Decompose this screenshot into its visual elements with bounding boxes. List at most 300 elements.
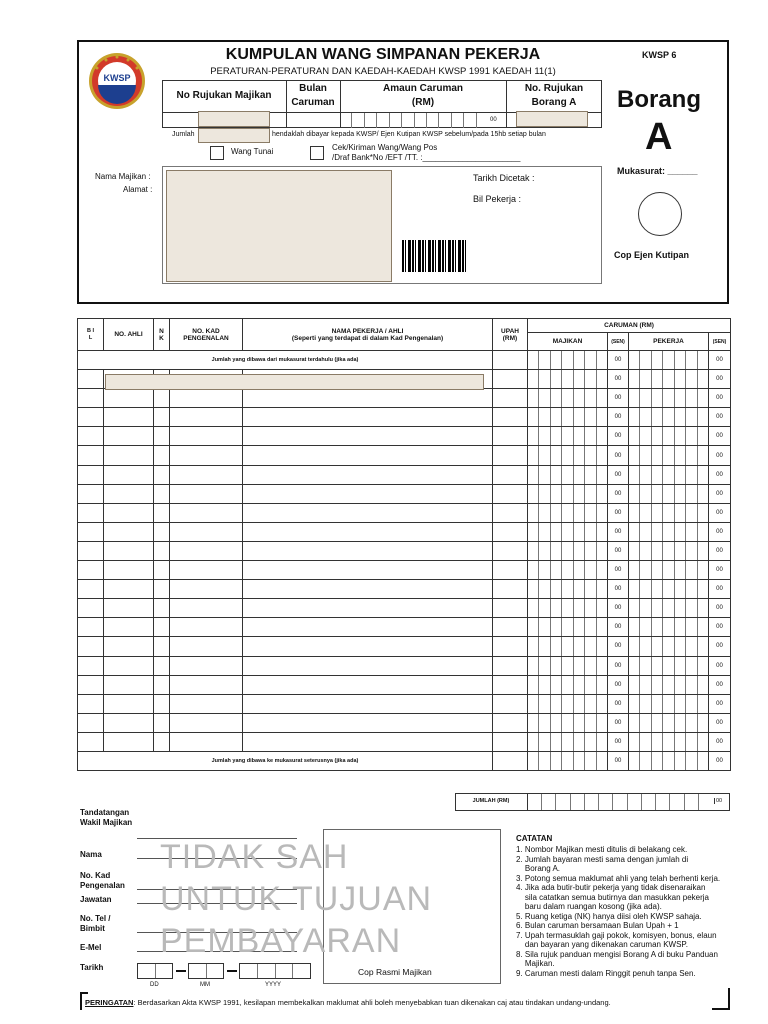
ref-col-borang-1: No. Rujukan: [524, 83, 584, 94]
cell-no-ahli[interactable]: [104, 599, 154, 618]
peringatan: [85, 998, 611, 1007]
cell-upah[interactable]: [493, 446, 528, 465]
cell-bil[interactable]: [78, 580, 104, 599]
th-nama-1: NAMA PEKERJA / AHLI: [331, 327, 404, 335]
cell-majikan-sen: 00: [608, 522, 629, 541]
cell-pekerja-sen: 00: [709, 656, 731, 675]
cell-nk: [154, 389, 170, 408]
cell-nk: [154, 637, 170, 656]
cell-pekerja[interactable]: [629, 599, 709, 618]
cell-nk: [154, 713, 170, 732]
cell-nk: [154, 656, 170, 675]
cell-majikan[interactable]: [528, 370, 608, 389]
cell-majikan[interactable]: [528, 637, 608, 656]
jumlah-prefix: Jumlah: [172, 131, 195, 138]
cell-bil[interactable]: [78, 541, 104, 560]
cell-bil[interactable]: [78, 484, 104, 503]
cell-pekerja[interactable]: [629, 408, 709, 427]
cell-no-kad[interactable]: [170, 618, 243, 637]
tandatangan-label-1: Tandatangan: [80, 808, 130, 817]
cell-no-kad[interactable]: [170, 732, 243, 751]
cell-upah[interactable]: [493, 618, 528, 637]
cell-upah[interactable]: [493, 732, 528, 751]
cell-nama[interactable]: [243, 675, 493, 694]
cell-nk: [154, 408, 170, 427]
cell-majikan[interactable]: [528, 618, 608, 637]
cell-upah[interactable]: [493, 427, 528, 446]
cell-majikan[interactable]: [528, 522, 608, 541]
cell-upah[interactable]: [493, 503, 528, 522]
cell-pekerja[interactable]: [629, 389, 709, 408]
logo-text: KWSP: [103, 73, 131, 83]
catatan-item: 3. Potong semua maklumat ahli yang telah berhenti kerja.: [516, 873, 721, 883]
cell-majikan-sen: 00: [608, 637, 629, 656]
cell-upah[interactable]: [493, 656, 528, 675]
cell-upah[interactable]: [493, 561, 528, 580]
cell-nama[interactable]: [243, 503, 493, 522]
catatan-item: 2. Jumlah bayaran mesti sama dengan jumlah di: [516, 854, 689, 864]
cell-no-ahli[interactable]: [104, 446, 154, 465]
ref-col-bulan-1: Bulan: [299, 83, 327, 94]
cell-nama[interactable]: [243, 427, 493, 446]
carry-out-label: Jumlah yang dibawa ke mukasurat seterusnya (jika ada): [78, 751, 493, 770]
cell-majikan-sen: 00: [608, 599, 629, 618]
cell-majikan[interactable]: [528, 694, 608, 713]
cell-bil[interactable]: [78, 561, 104, 580]
catatan-item: 6. Bulan caruman bersamaan Bulan Upah + 1: [516, 921, 679, 930]
cell-pekerja[interactable]: [629, 713, 709, 732]
form-word: Borang: [617, 86, 701, 113]
watermark-line-3: PEMBAYARAN: [160, 922, 402, 960]
carry-in-label: Jumlah yang dibawa dari mukasurat terdahulu (jika ada): [78, 351, 493, 370]
cell-upah[interactable]: [493, 370, 528, 389]
cell-majikan-sen: 00: [608, 370, 629, 389]
nokad-label-1: No. Kad: [80, 871, 111, 880]
cell-pekerja[interactable]: [629, 370, 709, 389]
peringatan-text: : Berdasarkan Akta KWSP 1991, kesilapan membekalkan maklumat ahli boleh menyebabkan tuan dikenakan caj atau tindakan undang-undang.: [133, 998, 611, 1007]
cell-bil[interactable]: [78, 465, 104, 484]
cell-majikan-sen: 00: [608, 427, 629, 446]
table-row: [78, 618, 731, 637]
cell-pekerja-sen: 00: [709, 599, 731, 618]
catatan-item: Borang A.: [516, 864, 561, 873]
catatan-item: baru dalam ruangan kosong (jika ada).: [516, 902, 662, 911]
alamat-label: Alamat :: [123, 185, 153, 194]
cell-majikan[interactable]: [528, 503, 608, 522]
cop-ejen-circle: [638, 192, 682, 236]
cell-no-ahli[interactable]: [104, 618, 154, 637]
total-sen: 00: [716, 798, 723, 804]
cell-no-ahli[interactable]: [104, 637, 154, 656]
nama-label: Nama: [80, 850, 102, 859]
cell-majikan-sen: 00: [608, 580, 629, 599]
table-row: [78, 484, 731, 503]
th-caruman: CARUMAN (RM): [528, 319, 731, 333]
cell-majikan-sen: 00: [608, 561, 629, 580]
table-row: [78, 446, 731, 465]
th-nk: N K: [154, 319, 170, 351]
table-row: [78, 656, 731, 675]
total-label: JUMLAH (RM): [472, 798, 510, 804]
catatan-item: 1. Nombor Majikan mesti ditulis di belakang cek.: [516, 845, 688, 854]
cell-no-kad[interactable]: [170, 541, 243, 560]
date-yyyy[interactable]: [239, 963, 311, 979]
cell-majikan[interactable]: [528, 427, 608, 446]
table-row: [78, 561, 731, 580]
cell-no-kad[interactable]: [170, 637, 243, 656]
cell-majikan-sen: 00: [608, 618, 629, 637]
cell-nk: [154, 732, 170, 751]
catatan-item: Majikan.: [516, 959, 555, 968]
th-upah-2: (RM): [502, 334, 518, 342]
jumlah-suffix: hendaklah dibayar kepada KWSP/ Ejen Kutipan KWSP sebelum/pada 15hb setiap bulan: [272, 131, 546, 138]
form-code: KWSP 6: [642, 50, 677, 60]
cell-bil[interactable]: [78, 370, 104, 389]
cell-no-kad[interactable]: [170, 522, 243, 541]
catatan-list: [516, 845, 731, 978]
cell-pekerja[interactable]: [629, 694, 709, 713]
th-no-ahli: NO. AHLI: [104, 319, 154, 351]
carry-out-majikan-sen: 00: [608, 751, 629, 770]
cell-nk: [154, 618, 170, 637]
date-mm[interactable]: [188, 963, 224, 979]
cell-nama[interactable]: [243, 732, 493, 751]
mukasurat-label: Mukasurat: ______: [617, 166, 698, 176]
cell-nama[interactable]: [243, 599, 493, 618]
org-title: KUMPULAN WANG SIMPANAN PEKERJA: [225, 46, 541, 63]
cell-no-kad[interactable]: [170, 675, 243, 694]
cell-pekerja-sen: 00: [709, 561, 731, 580]
tarikh-dicetak-label: Tarikh Dicetak :: [473, 173, 535, 183]
cell-pekerja[interactable]: [629, 446, 709, 465]
cell-majikan-sen: 00: [608, 541, 629, 560]
cek-checkbox[interactable]: [310, 146, 324, 160]
table-row: [78, 389, 731, 408]
catatan-item: 4. Jika ada butir-butir pekerja yang tidak disenaraikan: [516, 883, 706, 892]
th-no-kad-2: PENGENALAN: [183, 334, 229, 342]
th-majikan: MAJIKAN: [528, 333, 608, 351]
cell-majikan[interactable]: [528, 541, 608, 560]
cell-nk: [154, 541, 170, 560]
cell-majikan[interactable]: [528, 713, 608, 732]
cell-nama[interactable]: [243, 580, 493, 599]
catatan-item: 8. Sila rujuk panduan mengisi Borang A di buku Panduan: [516, 949, 718, 959]
cell-nama[interactable]: [243, 561, 493, 580]
cell-upah[interactable]: [493, 465, 528, 484]
cell-bil[interactable]: [78, 656, 104, 675]
cell-bil[interactable]: [78, 713, 104, 732]
cell-no-kad[interactable]: [170, 465, 243, 484]
th-majikan-sen: (SEN): [608, 333, 629, 351]
cell-no-kad[interactable]: [170, 713, 243, 732]
cek-label-1: Cek/Kiriman Wang/Wang Pos: [332, 143, 438, 152]
cell-majikan-sen: 00: [608, 694, 629, 713]
form-letter: A: [645, 116, 673, 158]
table-row: [78, 427, 731, 446]
th-pekerja-sen: (SEN): [709, 333, 731, 351]
cell-majikan-sen: 00: [608, 713, 629, 732]
cell-no-ahli[interactable]: [104, 541, 154, 560]
th-nama-2: (Seperti yang terdapat di dalam Kad Pengenalan): [291, 334, 444, 342]
catatan-title: CATATAN: [516, 834, 553, 843]
cell-nama[interactable]: [243, 408, 493, 427]
cell-bil[interactable]: [78, 389, 104, 408]
th-no-kad-1: NO. KAD: [192, 327, 220, 335]
cell-pekerja[interactable]: [629, 561, 709, 580]
cell-bil[interactable]: [78, 408, 104, 427]
cell-upah[interactable]: [493, 408, 528, 427]
cell-no-ahli[interactable]: [104, 389, 154, 408]
cell-pekerja-sen: 00: [709, 446, 731, 465]
cell-majikan[interactable]: [528, 389, 608, 408]
cell-no-ahli[interactable]: [104, 713, 154, 732]
cell-majikan[interactable]: [528, 446, 608, 465]
cell-majikan-sen: 00: [608, 656, 629, 675]
cell-majikan-sen: 00: [608, 484, 629, 503]
cell-pekerja[interactable]: [629, 656, 709, 675]
cell-majikan[interactable]: [528, 465, 608, 484]
cell-nk: [154, 446, 170, 465]
cell-upah[interactable]: [493, 484, 528, 503]
cell-bil[interactable]: [78, 503, 104, 522]
cell-no-kad[interactable]: [170, 656, 243, 675]
cell-no-ahli[interactable]: [104, 694, 154, 713]
cell-no-kad[interactable]: [170, 389, 243, 408]
wang-tunai-checkbox[interactable]: [210, 146, 224, 160]
cell-upah[interactable]: [493, 599, 528, 618]
date-yyyy-label: YYYY: [265, 982, 282, 988]
cell-nk: [154, 580, 170, 599]
cell-majikan-sen: 00: [608, 465, 629, 484]
amaun-digit-cells: [340, 113, 488, 128]
cell-no-ahli[interactable]: [104, 732, 154, 751]
cell-nama[interactable]: [243, 484, 493, 503]
cell-nk: [154, 465, 170, 484]
table-row: [78, 694, 731, 713]
cell-nk: [154, 694, 170, 713]
cell-bil[interactable]: [78, 446, 104, 465]
cell-upah[interactable]: [493, 713, 528, 732]
cell-pekerja-sen: 00: [709, 408, 731, 427]
th-nama: [243, 319, 493, 351]
cell-upah[interactable]: [493, 675, 528, 694]
cell-upah[interactable]: [493, 522, 528, 541]
cell-no-ahli[interactable]: [104, 503, 154, 522]
cell-upah[interactable]: [493, 580, 528, 599]
nama-majikan-label: Nama Majikan :: [95, 172, 151, 181]
cell-nama[interactable]: [243, 522, 493, 541]
cell-no-ahli[interactable]: [104, 484, 154, 503]
cell-nama[interactable]: [243, 541, 493, 560]
table-row: [78, 675, 731, 694]
cell-upah[interactable]: [493, 389, 528, 408]
cell-pekerja-sen: 00: [709, 427, 731, 446]
cell-majikan[interactable]: [528, 408, 608, 427]
cell-nk: [154, 522, 170, 541]
cell-bil[interactable]: [78, 618, 104, 637]
cell-pekerja-sen: 00: [709, 675, 731, 694]
cell-majikan-sen: 00: [608, 446, 629, 465]
cell-bil[interactable]: [78, 675, 104, 694]
catatan-item: 5. Ruang ketiga (NK) hanya diisi oleh KWSP sahaja.: [516, 911, 702, 921]
cell-majikan-sen: 00: [608, 732, 629, 751]
table-row: [78, 541, 731, 560]
cell-pekerja-sen: 00: [709, 484, 731, 503]
catatan-item: 9. Caruman mesti dalam Ringgit penuh tanpa Sen.: [516, 968, 696, 978]
table-row: [78, 408, 731, 427]
total-digit-cells: [527, 794, 712, 810]
nokad-label-2: Pengenalan: [80, 881, 125, 890]
th-upah-1: UPAH: [501, 327, 519, 335]
ref-col-amaun-2: (RM): [411, 97, 435, 108]
catatan-item: sila catatkan semua butirnya dan masukkan pekerja: [516, 892, 709, 902]
employer-address-box[interactable]: [166, 170, 392, 282]
notel-label-2: Bimbit: [80, 924, 105, 933]
cell-pekerja-sen: 00: [709, 522, 731, 541]
cell-nk: [154, 561, 170, 580]
cell-majikan[interactable]: [528, 656, 608, 675]
date-dd-label: DD: [150, 982, 159, 988]
cell-bil[interactable]: [78, 427, 104, 446]
cell-no-ahli[interactable]: [104, 408, 154, 427]
table-row: [78, 713, 731, 732]
cell-pekerja[interactable]: [629, 732, 709, 751]
cell-nk: [154, 599, 170, 618]
th-bil: B I L: [78, 319, 104, 351]
jumlah-amount-input[interactable]: [198, 128, 270, 143]
th-no-kad: [170, 319, 243, 351]
cell-no-ahli[interactable]: [104, 561, 154, 580]
cell-nama[interactable]: [243, 446, 493, 465]
employer-ref-input[interactable]: [198, 111, 270, 127]
cek-label-2: /Draf Bank*No /EFT /TT. :______________________: [332, 153, 521, 162]
cell-pekerja-sen: 00: [709, 694, 731, 713]
cell-pekerja[interactable]: [629, 675, 709, 694]
cell-pekerja[interactable]: [629, 503, 709, 522]
cell-no-kad[interactable]: [170, 561, 243, 580]
cell-no-kad[interactable]: [170, 503, 243, 522]
jawatan-label: Jawatan: [80, 895, 112, 904]
cell-pekerja-sen: 00: [709, 465, 731, 484]
cell-majikan-sen: 00: [608, 675, 629, 694]
carry-out-pekerja-sen: 00: [709, 751, 731, 770]
amaun-sen-value: 00: [490, 117, 497, 123]
date-dd[interactable]: [137, 963, 173, 979]
catatan-item: 7. Upah termasuklah gaji pokok, komisyen, bonus, elaun: [516, 930, 717, 940]
barcode: [402, 240, 466, 272]
cell-no-ahli[interactable]: [104, 427, 154, 446]
cell-pekerja-sen: 00: [709, 389, 731, 408]
cell-bil[interactable]: [78, 522, 104, 541]
cell-pekerja-sen: 00: [709, 713, 731, 732]
carry-in-pekerja-sen: 00: [709, 351, 731, 370]
cell-majikan[interactable]: [528, 484, 608, 503]
cell-pekerja[interactable]: [629, 637, 709, 656]
cell-pekerja-sen: 00: [709, 637, 731, 656]
cell-no-ahli[interactable]: [104, 580, 154, 599]
cell-no-kad[interactable]: [170, 694, 243, 713]
cell-no-kad[interactable]: [170, 427, 243, 446]
cell-upah[interactable]: [493, 541, 528, 560]
cell-nama[interactable]: [243, 656, 493, 675]
peringatan-label: PERINGATAN: [85, 998, 134, 1007]
cell-no-kad[interactable]: [170, 446, 243, 465]
cell-nama[interactable]: [243, 637, 493, 656]
cell-pekerja-sen: 00: [709, 732, 731, 751]
table-row: [78, 522, 731, 541]
th-pekerja: PEKERJA: [629, 333, 709, 351]
cell-no-ahli[interactable]: [104, 522, 154, 541]
cell-nk: [154, 427, 170, 446]
cell-pekerja[interactable]: [629, 541, 709, 560]
cell-no-ahli[interactable]: [104, 656, 154, 675]
cell-pekerja-sen: 00: [709, 618, 731, 637]
cell-upah[interactable]: [493, 637, 528, 656]
cell-pekerja[interactable]: [629, 522, 709, 541]
kwsp-logo: [88, 52, 146, 110]
cell-pekerja[interactable]: [629, 465, 709, 484]
cell-majikan[interactable]: [528, 675, 608, 694]
cell-nama[interactable]: [243, 389, 493, 408]
cell-nama[interactable]: [243, 694, 493, 713]
cell-no-kad[interactable]: [170, 580, 243, 599]
tandatangan-label-2: Wakil Majikan: [80, 818, 133, 827]
bil-pekerja-label: Bil Pekerja :: [473, 194, 522, 204]
tarikh-label: Tarikh: [80, 963, 104, 972]
cell-pekerja[interactable]: [629, 618, 709, 637]
cell-bil[interactable]: [78, 637, 104, 656]
cell-bil[interactable]: [78, 694, 104, 713]
cell-nama[interactable]: [243, 618, 493, 637]
table-row: [78, 599, 731, 618]
date-mm-label: MM: [200, 982, 210, 988]
cell-no-kad[interactable]: [170, 599, 243, 618]
cop-rasmi-label: Cop Rasmi Majikan: [358, 967, 432, 977]
cell-nk: [154, 675, 170, 694]
first-row-highlight: [105, 374, 484, 390]
cell-bil[interactable]: [78, 599, 104, 618]
cell-upah[interactable]: [493, 694, 528, 713]
cell-pekerja[interactable]: [629, 580, 709, 599]
cell-nama[interactable]: [243, 465, 493, 484]
cell-bil[interactable]: [78, 732, 104, 751]
table-row: [78, 503, 731, 522]
cell-majikan[interactable]: [528, 732, 608, 751]
carry-in-row: [78, 351, 731, 370]
cell-pekerja[interactable]: [629, 484, 709, 503]
cell-majikan[interactable]: [528, 599, 608, 618]
notel-label-1: No. Tel /: [80, 914, 111, 923]
cop-ejen-label: Cop Ejen Kutipan: [614, 250, 689, 260]
ref-col-majikan: No Rujukan Majikan: [176, 90, 272, 101]
borang-ref-input[interactable]: [516, 111, 588, 127]
table-row: [78, 732, 731, 751]
cell-no-ahli[interactable]: [104, 675, 154, 694]
carry-in-majikan-sen: 00: [608, 351, 629, 370]
cell-no-kad[interactable]: [170, 484, 243, 503]
cell-majikan[interactable]: [528, 561, 608, 580]
emel-label: E-Mel: [80, 943, 102, 952]
cell-nama[interactable]: [243, 713, 493, 732]
ref-col-bulan-2: Caruman: [291, 97, 335, 108]
cell-no-ahli[interactable]: [104, 465, 154, 484]
cell-no-kad[interactable]: [170, 408, 243, 427]
cell-pekerja[interactable]: [629, 427, 709, 446]
wang-tunai-label: Wang Tunai: [231, 147, 274, 156]
watermark-line-1: TIDAK SAH: [160, 838, 349, 876]
cell-pekerja-sen: 00: [709, 541, 731, 560]
cell-majikan[interactable]: [528, 580, 608, 599]
